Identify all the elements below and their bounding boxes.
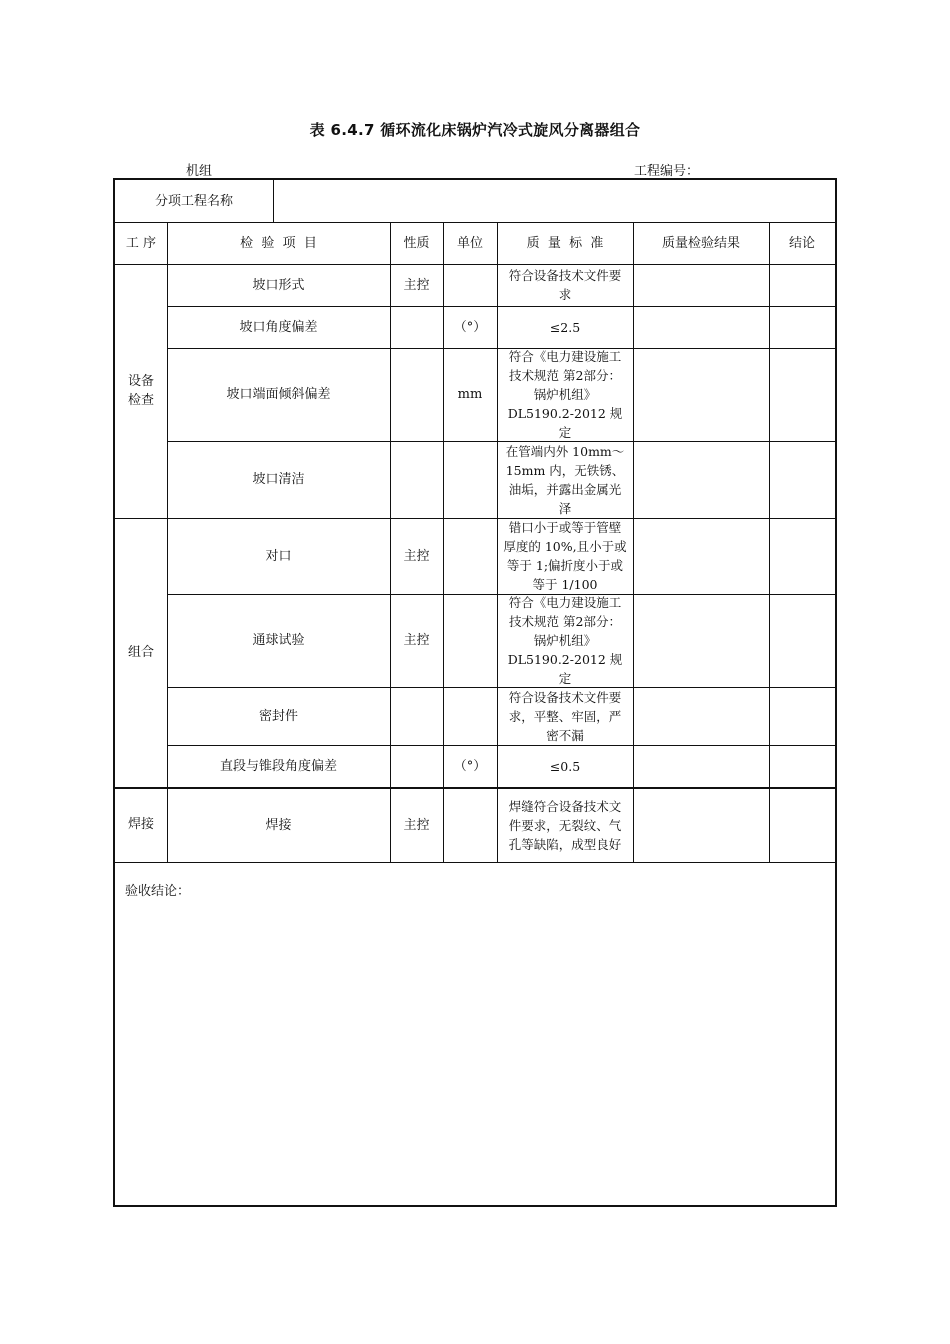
unit-blank (143, 165, 185, 179)
row-unit: （°） (453, 758, 487, 774)
row-unit: （°） (453, 319, 487, 335)
row-item: 坡口清洁 (252, 472, 305, 487)
row-standard: ≤2.5 (549, 319, 581, 335)
header-conclusion: 结论 (788, 235, 815, 251)
row-item: 直段与锥段角度偏差 (219, 758, 337, 774)
inspection-table (113, 178, 837, 1207)
row-standard: 符合设备技术文件要求 (508, 268, 622, 302)
row-nature: 主控 (403, 818, 430, 833)
project-number-label: 工程编号： (634, 164, 700, 179)
row-unit: mm (457, 387, 483, 402)
header-result: 质量检验结果 (661, 235, 740, 251)
row-item: 对口 (265, 548, 292, 564)
header-nature: 性质 (403, 235, 430, 251)
header-item: 检 验 项 目 (240, 235, 317, 251)
row-standard: 符合《电力建设施工技术规范 第2部分：锅炉机组》DL5190.2-2012 规定 (507, 349, 623, 440)
row-standard: 符合设备技术文件要求，平整、牢固，严密不漏 (508, 689, 622, 743)
row-item: 密封件 (258, 708, 298, 724)
row-item: 坡口角度偏差 (239, 319, 318, 335)
group-welding: 焊接 (127, 817, 154, 832)
row-item: 焊接 (265, 818, 292, 833)
row-item: 坡口形式 (252, 277, 305, 293)
row-item: 坡口端面倾斜偏差 (226, 387, 331, 402)
row-standard: 符合《电力建设施工技术规范 第2部分：锅炉机组》DL5190.2-2012 规定 (507, 595, 623, 686)
row-standard: 错口小于或等于管壁厚度的 10%,且小于或等于 1;偏折度小于或等于 1/100 (503, 520, 627, 592)
header-process: 工 序 (125, 235, 157, 251)
row-nature: 主控 (403, 277, 430, 293)
subproject-label: 分项工程名称 (154, 193, 233, 209)
group-equipment-check: 设备 检查 (127, 374, 154, 408)
header-unit: 单位 (456, 235, 483, 251)
header-standard: 质 量 标 准 (526, 235, 604, 251)
row-standard: 焊缝符合设备技术文件要求，无裂纹、气孔等缺陷，成型良好 (508, 799, 622, 852)
row-nature: 主控 (403, 548, 430, 564)
page-title: 表 6.4.7 循环流化床锅炉汽冷式旋风分离器组合 (309, 121, 641, 139)
row-standard: ≤0.5 (549, 758, 581, 774)
row-nature: 主控 (403, 633, 430, 648)
row-item: 通球试验 (252, 633, 305, 648)
group-assembly: 组合 (127, 645, 154, 660)
unit-suffix: 机组 (186, 164, 213, 179)
row-standard: 在管端内外 10mm～15mm 内，无铁锈、油垢，并露出金属光泽 (505, 443, 625, 516)
unit-field (143, 160, 212, 179)
acceptance-conclusion-label: 验收结论： (125, 884, 191, 899)
